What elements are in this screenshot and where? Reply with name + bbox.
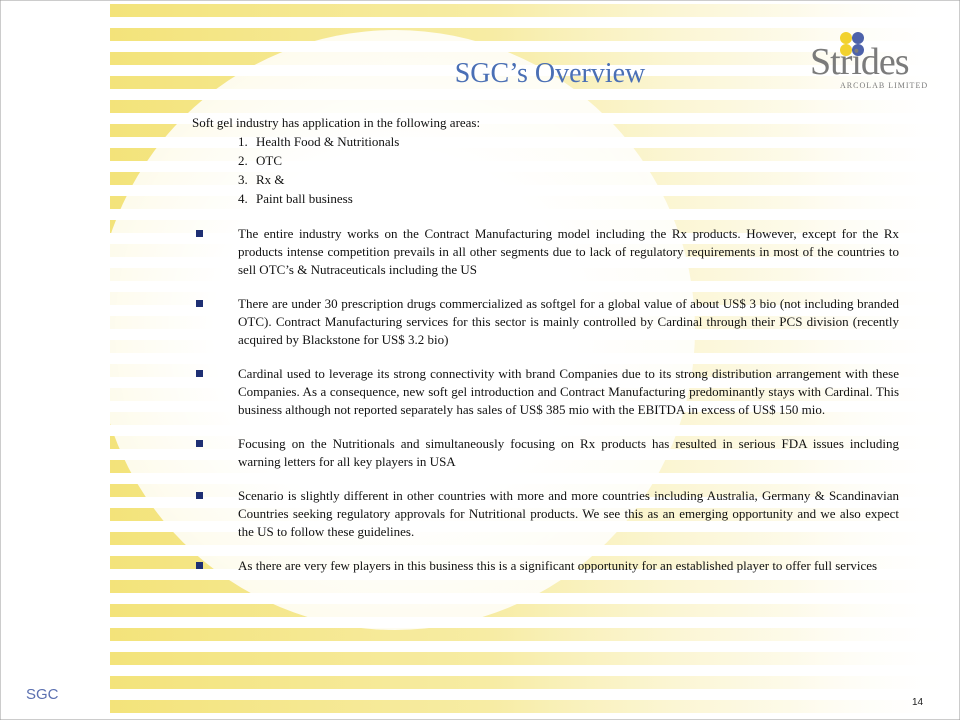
area-item: 1. Health Food & Nutritionals	[238, 134, 400, 149]
bullet-item: As there are very few players in this business this is a significant opportunity for an established player to offer full services	[192, 557, 899, 575]
logo-subtitle: ARCOLAB LIMITED	[840, 81, 929, 90]
stripe	[110, 628, 960, 641]
areas-list	[192, 133, 899, 208]
bullet-list	[192, 225, 899, 575]
stripe	[110, 604, 960, 617]
square-bullet-icon	[196, 562, 203, 569]
area-item: 4. Paint ball business	[238, 191, 353, 206]
stripe	[110, 700, 960, 713]
square-bullet-icon	[196, 300, 203, 307]
bullet-item: Scenario is slightly different in other countries with more and more countries including Australia, Germany & Scandinavian Countries seeking regulatory approvals for Nutritional products. We see this as an emerging opportunity and we also expect the US to follow these guidelines.	[192, 487, 899, 541]
square-bullet-icon	[196, 492, 203, 499]
bullet-item: There are under 30 prescription drugs commercialized as softgel for a global value of about US$ 3 bio (not including branded OTC). Contract Manufacturing services for this sector is mainly controlled by Cardinal through their PCS division (recently acquired by Blackstone for US$ 3.2 bio)	[192, 295, 899, 349]
bullet-item: Cardinal used to leverage its strong connectivity with brand Companies due to its strong distribution arrangement with these Companies. As a consequence, new soft gel introduction and Contract Manufacturing predominantly stays with Cardinal. This business although not reported separately has sales of US$ 385 mio with the EBITDA in excess of US$ 150 mio.	[192, 365, 899, 419]
logo-wordmark: Strides	[810, 41, 909, 83]
bullet-item: Focusing on the Nutritionals and simultaneously focusing on Rx products has resulted in serious FDA issues including warning letters for all key players in USA	[192, 435, 899, 471]
page-number: 14	[912, 697, 924, 708]
bullet-item: The entire industry works on the Contract Manufacturing model including the Rx products. However, except for the Rx products intense competition prevails in all other segments due to lack of regulatory requirements in most of the countries to sell OTC’s & Nutraceuticals including the US	[192, 225, 899, 279]
footer-label: SGC	[26, 686, 59, 703]
square-bullet-icon	[196, 440, 203, 447]
stripe	[110, 4, 960, 17]
slide-content	[192, 114, 899, 575]
intro-text: Soft gel industry has application in the following areas:	[192, 115, 481, 130]
strides-logo	[800, 28, 930, 98]
stripe	[110, 676, 960, 689]
area-item: 2. OTC	[238, 153, 282, 168]
square-bullet-icon	[196, 230, 203, 237]
slide-title: SGC’s Overview	[454, 58, 646, 89]
square-bullet-icon	[196, 370, 203, 377]
area-item: 3. Rx &	[238, 172, 285, 187]
stripe	[110, 652, 960, 665]
